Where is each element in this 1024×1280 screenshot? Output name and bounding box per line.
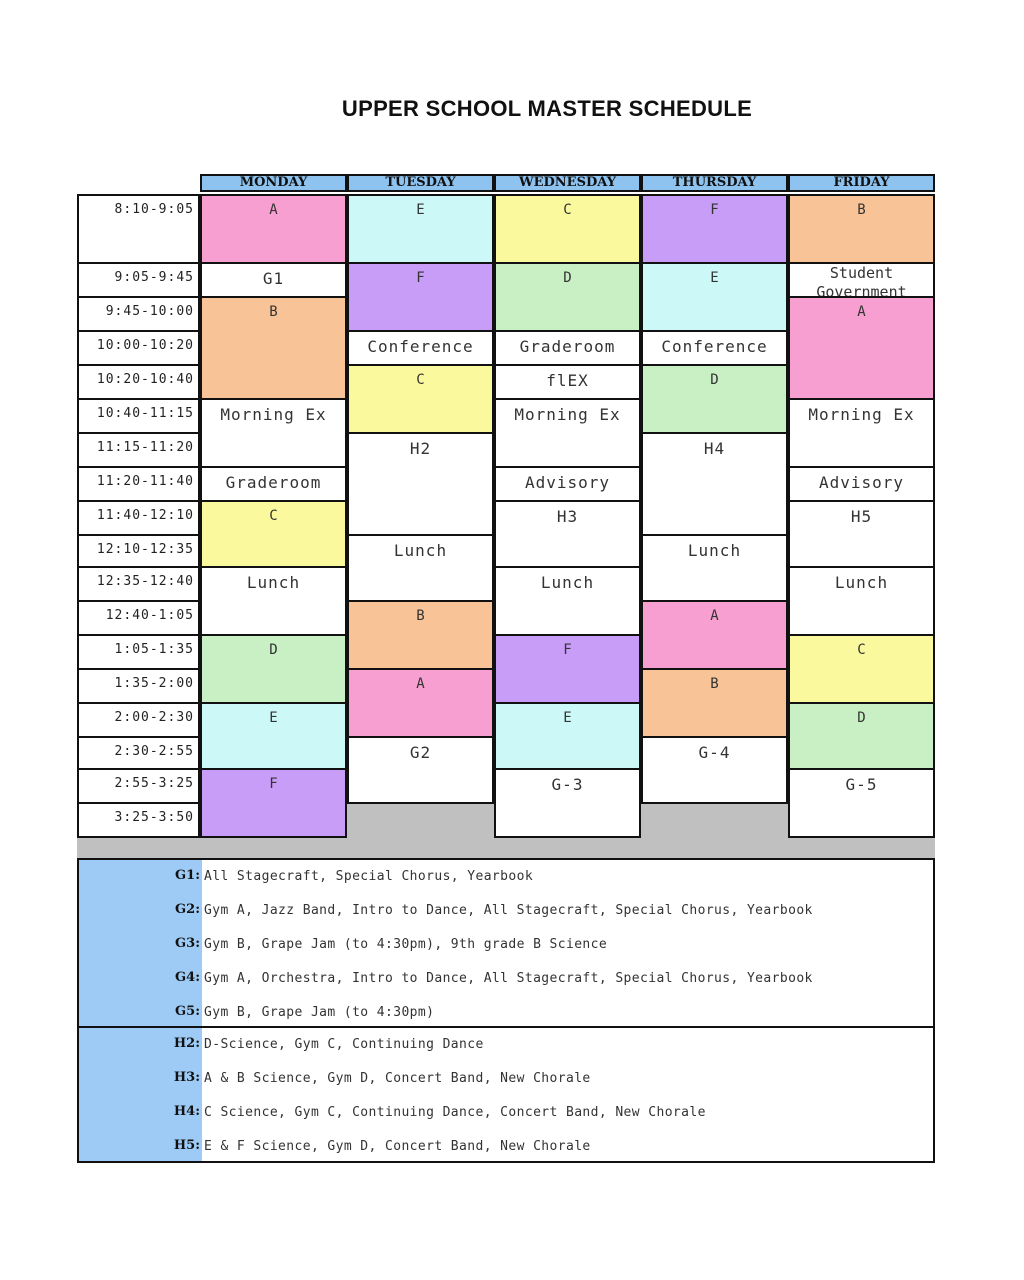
note-text: D-Science, Gym C, Continuing Dance — [204, 1037, 484, 1052]
time-slot: 12:10-12:35 — [77, 534, 200, 568]
class-block: Student Government — [788, 262, 935, 298]
g-period-notes — [77, 858, 935, 1028]
class-block: Lunch — [200, 566, 347, 636]
time-slot: 2:55-3:25 — [77, 768, 200, 804]
note-key: G3: — [175, 936, 200, 951]
note-row — [79, 928, 933, 962]
time-slot: 3:25-3:50 — [77, 802, 200, 838]
note-row — [79, 996, 933, 1030]
class-block: E — [347, 194, 494, 264]
note-text: Gym A, Jazz Band, Intro to Dance, All Stagecraft, Special Chorus, Yearbook — [204, 903, 813, 918]
class-block: Conference — [347, 330, 494, 366]
day-header-wednesday: WEDNESDAY — [494, 174, 641, 192]
class-block: Morning Ex — [200, 398, 347, 468]
class-block: A — [200, 194, 347, 264]
class-block: B — [788, 194, 935, 264]
note-text: E & F Science, Gym D, Concert Band, New Chorale — [204, 1139, 591, 1154]
time-slot: 10:00-10:20 — [77, 330, 200, 366]
note-row — [79, 1096, 933, 1130]
time-slot: 9:45-10:00 — [77, 296, 200, 332]
class-block: Conference — [641, 330, 788, 366]
day-header-monday: MONDAY — [200, 174, 347, 192]
note-key: H4: — [173, 1104, 200, 1119]
note-text: A & B Science, Gym D, Concert Band, New Chorale — [204, 1071, 591, 1086]
class-block: D — [641, 364, 788, 434]
day-header-tuesday: TUESDAY — [347, 174, 494, 192]
note-key: H2: — [173, 1036, 200, 1051]
class-block: G2 — [347, 736, 494, 804]
class-block: A — [347, 668, 494, 738]
class-block: H3 — [494, 500, 641, 568]
note-text: Gym A, Orchestra, Intro to Dance, All Stagecraft, Special Chorus, Yearbook — [204, 971, 813, 986]
class-block: Advisory — [494, 466, 641, 502]
note-key: H5: — [173, 1138, 200, 1153]
class-block: A — [641, 600, 788, 670]
time-slot: 11:15-11:20 — [77, 432, 200, 468]
day-header-friday: FRIDAY — [788, 174, 935, 192]
time-slot: 11:40-12:10 — [77, 500, 200, 536]
class-block: Lunch — [347, 534, 494, 602]
note-text: Gym B, Grape Jam (to 4:30pm) — [204, 1005, 435, 1020]
note-key: G5: — [175, 1004, 200, 1019]
class-block: flEX — [494, 364, 641, 400]
class-block: Morning Ex — [494, 398, 641, 468]
h-period-notes — [77, 1026, 935, 1163]
note-key: G4: — [175, 970, 200, 985]
class-block: Lunch — [494, 566, 641, 636]
class-block: H5 — [788, 500, 935, 568]
time-slot: 8:10-9:05 — [77, 194, 200, 264]
note-row — [79, 894, 933, 928]
time-slot: 12:35-12:40 — [77, 566, 200, 602]
note-row — [79, 860, 933, 894]
class-block: Advisory — [788, 466, 935, 502]
time-slot: 10:20-10:40 — [77, 364, 200, 400]
time-slot: 2:00-2:30 — [77, 702, 200, 738]
time-slot: 11:20-11:40 — [77, 466, 200, 502]
class-block: C — [788, 634, 935, 704]
class-block: A — [788, 296, 935, 400]
note-text: C Science, Gym C, Continuing Dance, Concert Band, New Chorale — [204, 1105, 706, 1120]
class-block: B — [200, 296, 347, 400]
class-block: Graderoom — [200, 466, 347, 502]
class-block: Morning Ex — [788, 398, 935, 468]
class-block: C — [200, 500, 347, 568]
class-block: F — [200, 768, 347, 838]
class-block: D — [200, 634, 347, 704]
class-block: C — [494, 194, 641, 264]
class-block: F — [494, 634, 641, 704]
class-block: G-4 — [641, 736, 788, 804]
class-block: B — [641, 668, 788, 738]
class-block: E — [494, 702, 641, 770]
note-row — [79, 962, 933, 996]
note-text: Gym B, Grape Jam (to 4:30pm), 9th grade B Science — [204, 937, 608, 952]
class-block: E — [200, 702, 347, 770]
note-key: G2: — [175, 902, 200, 917]
class-block: F — [347, 262, 494, 332]
note-key: H3: — [173, 1070, 200, 1085]
class-block: H2 — [347, 432, 494, 536]
class-block: E — [641, 262, 788, 332]
page-title: UPPER SCHOOL MASTER SCHEDULE — [341, 96, 753, 121]
class-block: G-5 — [788, 768, 935, 838]
class-block: Graderoom — [494, 330, 641, 366]
class-block: F — [641, 194, 788, 264]
note-row — [79, 1062, 933, 1096]
time-slot: 12:40-1:05 — [77, 600, 200, 636]
class-block: C — [347, 364, 494, 434]
note-row — [79, 1130, 933, 1164]
time-slot: 9:05-9:45 — [77, 262, 200, 298]
time-slot: 10:40-11:15 — [77, 398, 200, 434]
class-block: D — [788, 702, 935, 770]
class-block: G-3 — [494, 768, 641, 838]
class-block: Lunch — [641, 534, 788, 602]
note-key: G1: — [175, 868, 200, 883]
day-header-thursday: THURSDAY — [641, 174, 788, 192]
class-block: G1 — [200, 262, 347, 298]
class-block: Lunch — [788, 566, 935, 636]
note-row — [79, 1028, 933, 1062]
time-slot: 1:35-2:00 — [77, 668, 200, 704]
note-text: All Stagecraft, Special Chorus, Yearbook — [204, 869, 534, 884]
class-block: H4 — [641, 432, 788, 536]
time-slot: 1:05-1:35 — [77, 634, 200, 670]
class-block: D — [494, 262, 641, 332]
time-slot: 2:30-2:55 — [77, 736, 200, 770]
class-block: B — [347, 600, 494, 670]
